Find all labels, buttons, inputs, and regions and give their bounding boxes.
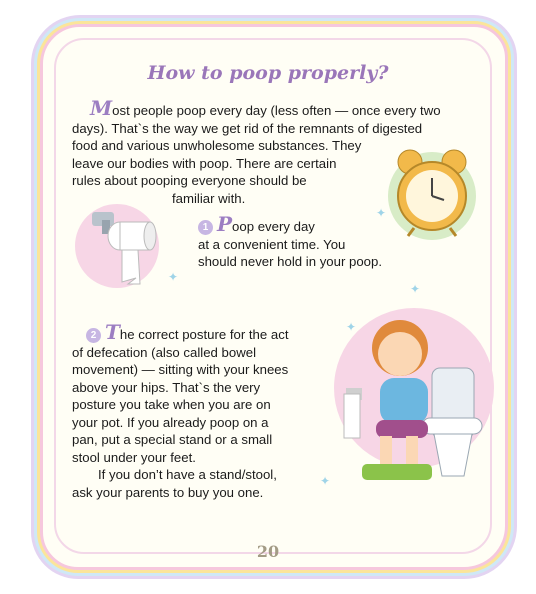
rule-line: of defecation (also called bowel xyxy=(72,344,257,360)
rule-line: your pot. If you already poop on a xyxy=(72,414,269,430)
page-number: 20 xyxy=(256,542,280,561)
star-sparkle-icon: ✦ xyxy=(346,320,357,334)
intro-line: leave our bodies with poop. There are certain xyxy=(72,155,337,171)
star-sparkle-icon: ✦ xyxy=(376,206,387,220)
rule-number-badge: 1 xyxy=(198,220,213,235)
rule-line: at a convenient time. You xyxy=(198,236,346,252)
star-sparkle-icon: ✦ xyxy=(320,474,331,488)
rule-number-badge: 2 xyxy=(86,328,101,343)
rule-line: stool under your feet. xyxy=(72,449,196,465)
rule-2 xyxy=(72,320,322,501)
rule-line: 1 Poop every day xyxy=(198,216,418,236)
intro-line: rules about pooping everyone should be xyxy=(72,173,307,188)
rule-line: posture you take when you are on xyxy=(72,397,271,412)
rule-line: above your hips. That`s the very xyxy=(72,379,261,395)
rule-line: If you don’t have a stand/stool, xyxy=(98,467,277,482)
intro-line: Most people poop every day (less often — once every two xyxy=(90,96,441,120)
rule-line: pan, put a special stand or a small xyxy=(72,432,273,447)
star-sparkle-icon: ✦ xyxy=(168,270,179,284)
star-sparkle-icon: ✦ xyxy=(410,282,421,296)
intro-dropcap: M xyxy=(90,96,113,120)
rule-line: movement) — sitting with your knees xyxy=(72,362,289,377)
toilet-paper-illustration xyxy=(62,198,180,294)
intro-line: food and various unwholesome substances. They xyxy=(72,138,362,153)
rule-1 xyxy=(198,212,418,271)
rule-line: should never hold in your poop. xyxy=(198,254,383,269)
rule-dropcap: P xyxy=(217,212,233,236)
rule-dropcap: T xyxy=(105,320,120,344)
page-title: How to poop properly? xyxy=(147,62,389,84)
rule-line: ask your parents to buy you one. xyxy=(72,484,264,500)
intro-line: days). That`s the way we get rid of the remnants of digested xyxy=(72,120,423,136)
intro-line: familiar with. xyxy=(172,190,246,206)
rule-line: 2 The correct posture for the act xyxy=(72,324,322,344)
